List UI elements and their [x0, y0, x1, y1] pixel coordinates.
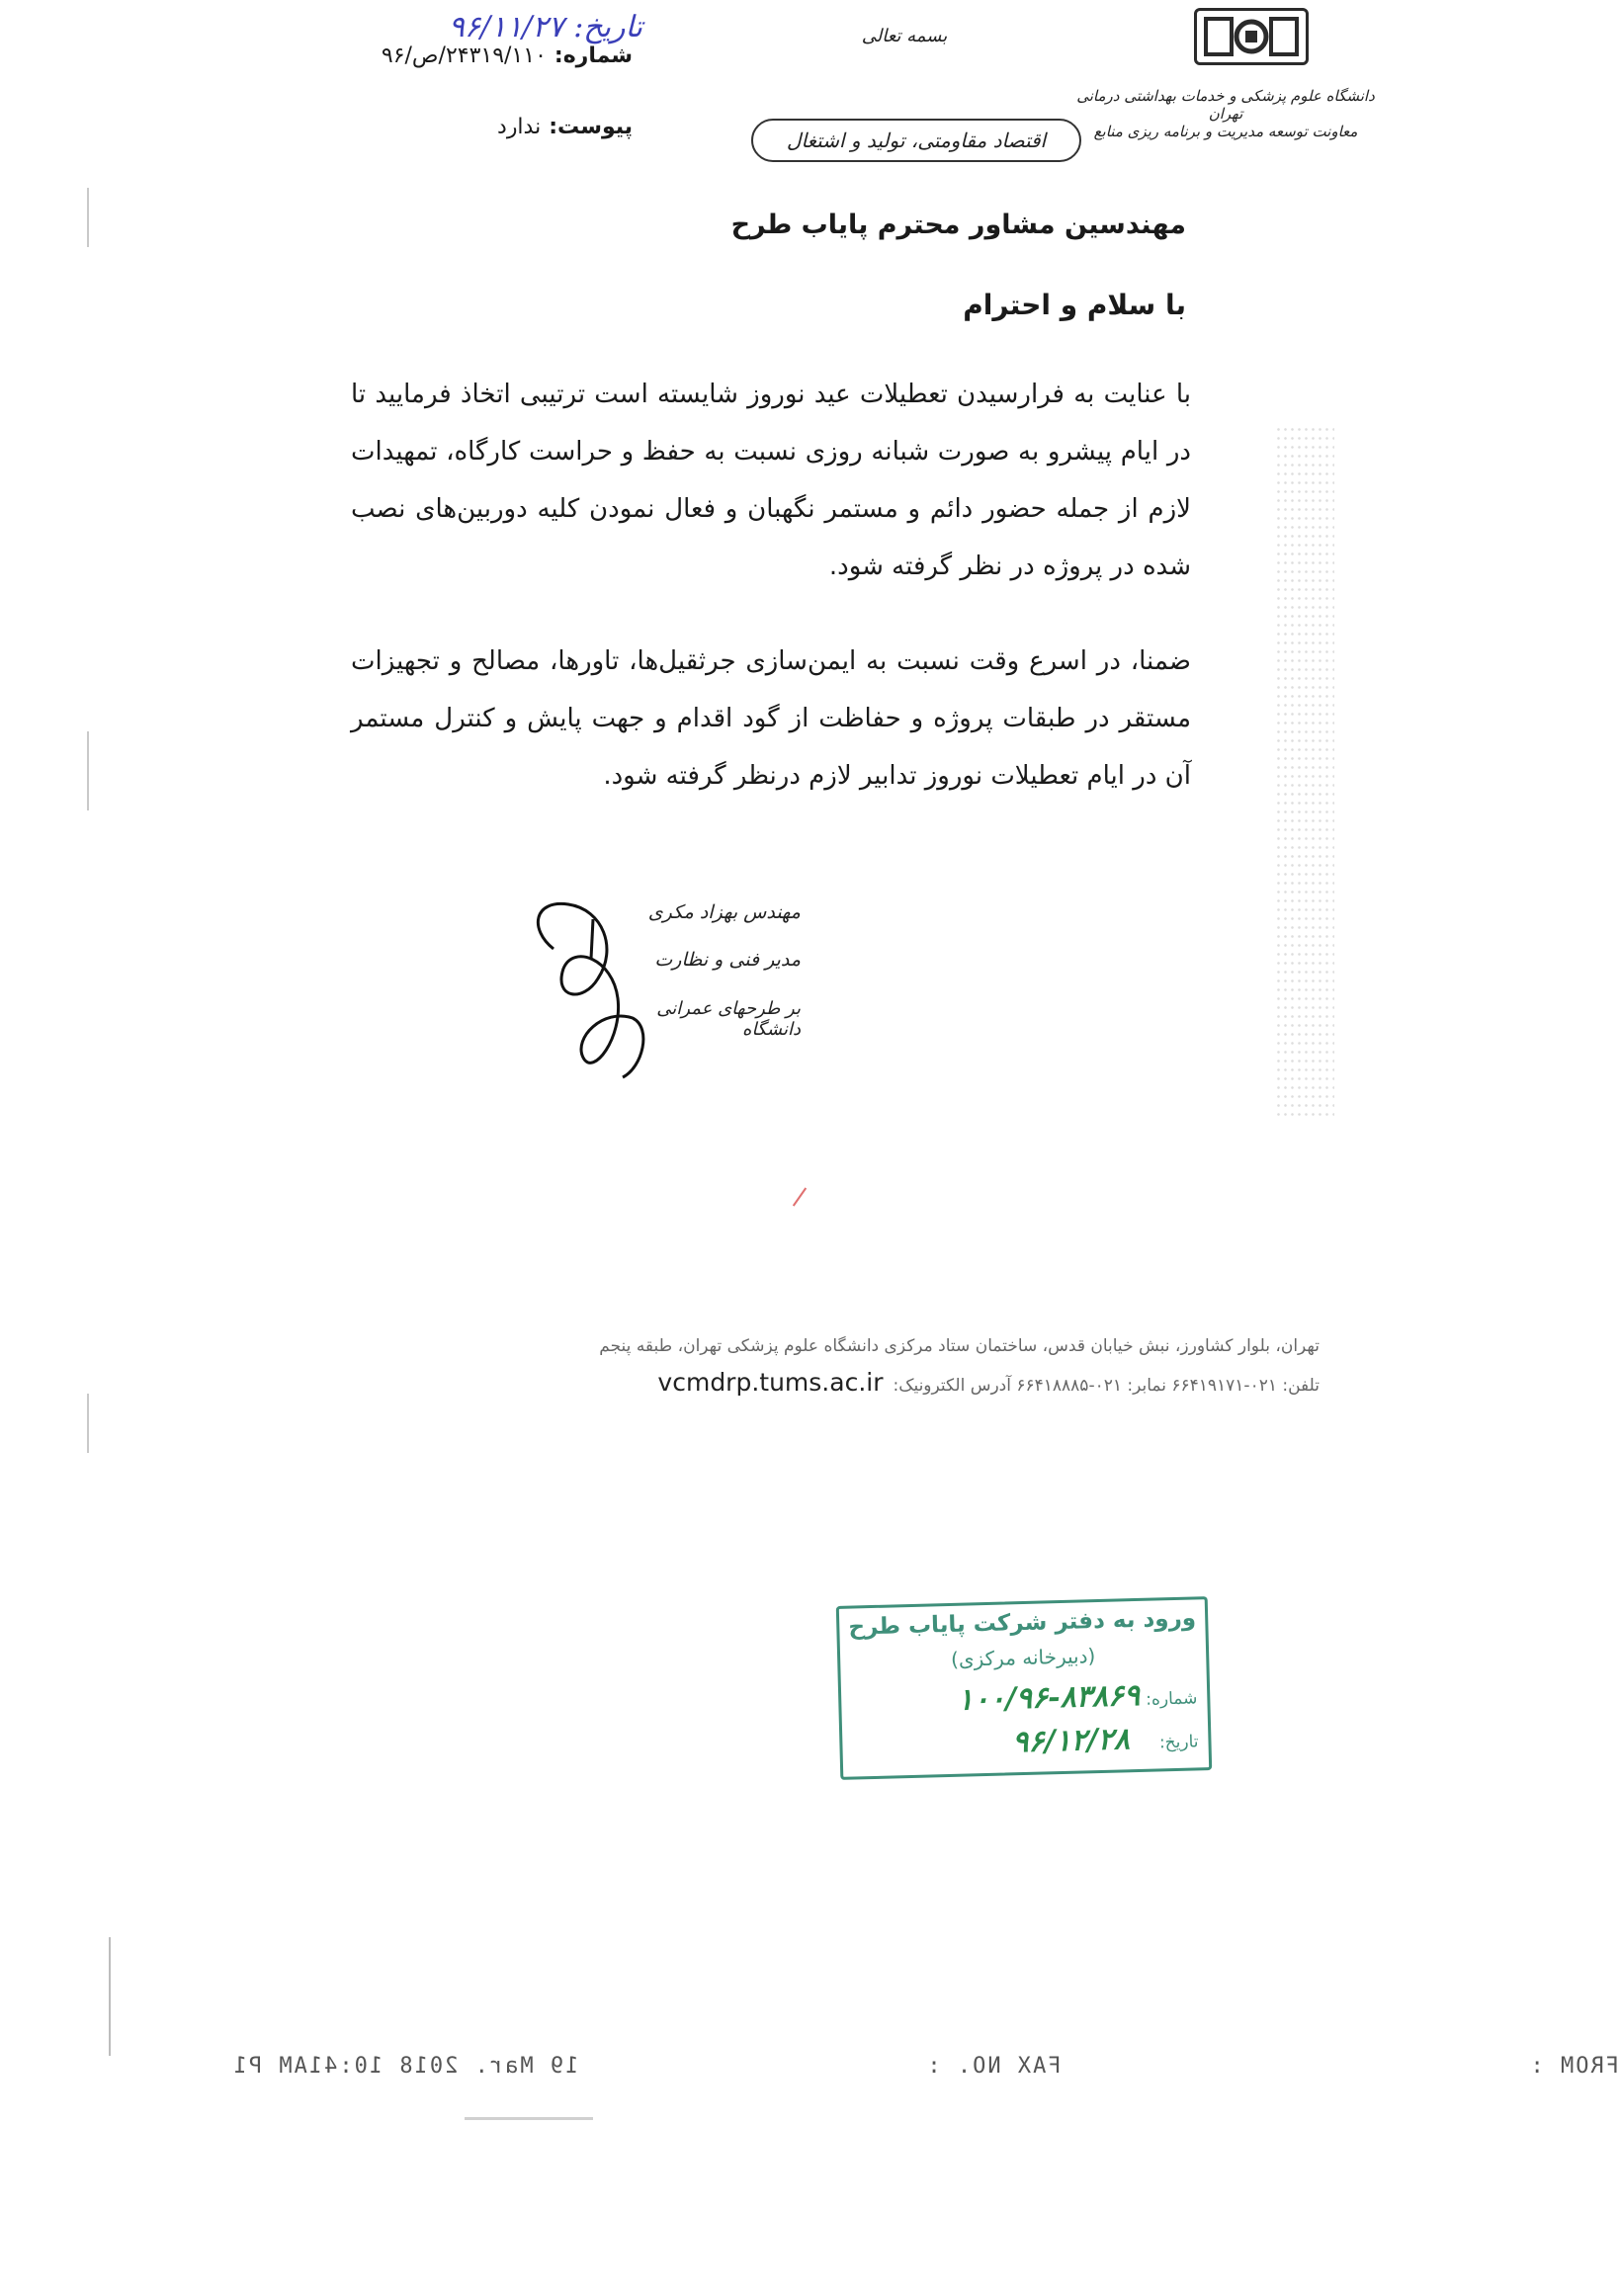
org-name-line2: معاونت توسعه مدیریت و برنامه ریزی منابع — [1093, 123, 1358, 140]
letter-number — [366, 43, 633, 68]
scan-noise — [1275, 425, 1334, 1117]
footer-website: vcmdrp.tums.ac.ir — [657, 1368, 884, 1397]
body-paragraph-2: ضمنا، در اسرع وقت نسبت به ایمن‌سازی جرثقیل‌ها، تاورها، مصالح و تجهیزات مستقر در طبقات پروژه و حفاظت از گود اقدام و جهت پایش و کنترل مستمر آن در ایام تعطیلات نوروز تدابیر لازم درنظر گرفته شود. — [351, 646, 1191, 791]
scan-margin-line — [109, 1937, 111, 2056]
signatory-title-2: بر طرحهای عمرانی دانشگاه — [656, 998, 801, 1040]
fax-page-header: 19 Mar. 2018 10:41AM P1 — [231, 2054, 579, 2079]
stamp-number-value: ۱۰۰/۹۶-۸۳۸۶۹ — [957, 1677, 1141, 1718]
fax-from-header: FROM : — [1528, 2054, 1619, 2079]
org-name-line1: دانشگاه علوم پزشکی و خدمات بهداشتی درمانی تهران — [1076, 87, 1375, 123]
signatory-title-1: مدیر فنی و نظارت — [654, 949, 801, 971]
signatory-name: مهندس بهزاد مکری — [647, 901, 801, 923]
fax-number-header: FAX NO. : — [925, 2054, 1062, 2079]
attachment-value: ندارد — [497, 115, 542, 139]
stamp-date-label: تاریخ: — [1158, 1732, 1199, 1753]
university-logo — [1194, 8, 1309, 65]
footer-address: تهران، بلوار کشاورز، نبش خیابان قدس، ساختمان ستاد مرکزی دانشگاه علوم پزشکی تهران، طبقه پنجم — [599, 1336, 1320, 1356]
recipient-line: مهندسین مشاور محترم پایاب طرح — [730, 210, 1186, 240]
body-paragraph-1: با عنایت به فرارسیدن تعطیلات عید نوروز شایسته است ترتیبی اتخاذ فرمایید تا در ایام پیشرو به صورت شبانه روزی نسبت به حفظ و حراست کارگاه، تمهیدات لازم از جمله حضور دائم و مستمر نگهبان و فعال نمودن کلیه دوربین‌های نصب شده در پروژه در نظر گرفته شود. — [351, 380, 1191, 581]
footer-contact — [415, 1368, 1320, 1397]
footer-contact-text: تلفن: ۰۲۱-۶۶۴۱۹۱۷۱ نمابر: ۰۲۱-۶۶۴۱۸۸۸۵ آدرس الکترونیک: — [893, 1376, 1320, 1396]
year-slogan-banner: اقتصاد مقاومتی، تولید و اشتغال — [751, 119, 1081, 162]
scan-margin-line — [87, 1394, 89, 1453]
attachment-label: پیوست: — [549, 115, 633, 139]
scan-margin-line — [87, 731, 89, 810]
stamp-subtitle: (دبیرخانه مرکزی) — [950, 1644, 1096, 1671]
scan-margin-line — [87, 188, 89, 247]
stamp-number — [841, 1676, 1198, 1720]
pen-mark — [793, 1187, 807, 1206]
emblem-icon — [1202, 15, 1301, 58]
handwritten-date: تاریخ: ۹۶/۱۱/۲۷ — [448, 10, 642, 44]
signature-block — [524, 890, 801, 1107]
stamp-number-label: شماره: — [1145, 1688, 1198, 1710]
stamp-title: ورود به دفتر شرکت پایاب طرح — [848, 1605, 1197, 1641]
receipt-stamp — [836, 1596, 1212, 1780]
fax-artifact-line — [465, 2117, 593, 2120]
stamp-date — [842, 1720, 1199, 1763]
basmala: بسمه تعالی — [861, 26, 948, 46]
number-value: ۲۴۳۱۹/۱۱۰/ص/۹۶ — [381, 43, 547, 68]
attachment-line — [435, 115, 633, 139]
number-label: شماره: — [554, 43, 633, 68]
stamp-date-value: ۹۶/۱۲/۲۸ — [1011, 1722, 1131, 1760]
greeting-line: با سلام و احترام — [963, 289, 1186, 321]
